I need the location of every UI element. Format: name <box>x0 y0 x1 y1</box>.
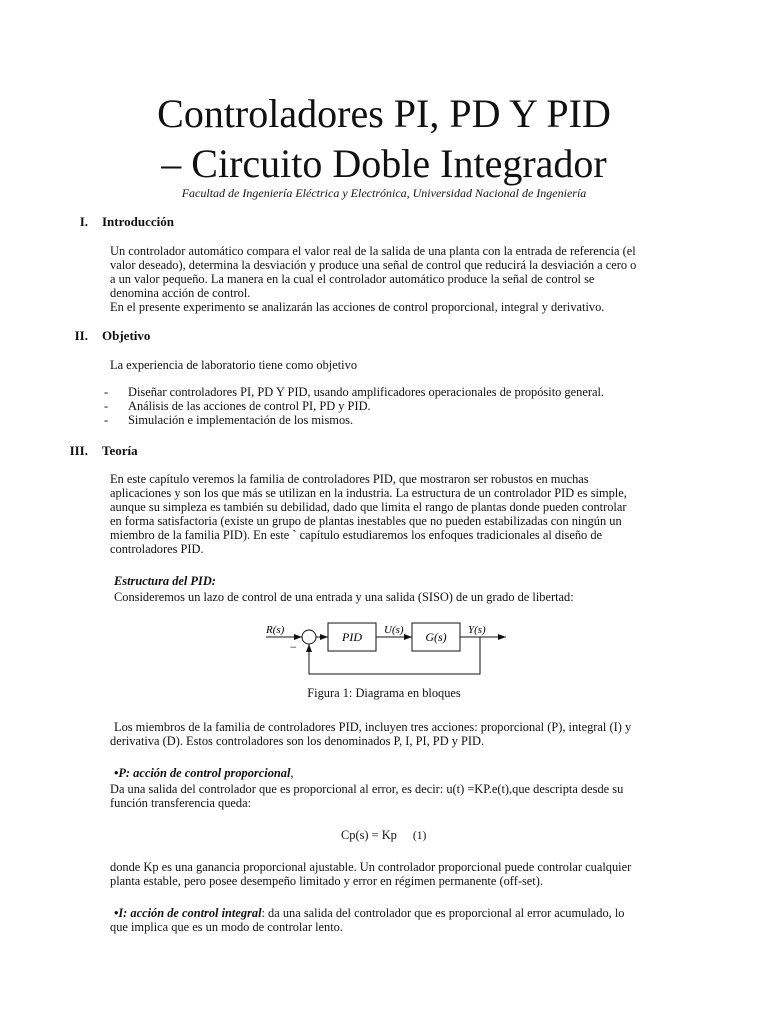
section-number: I. <box>79 214 88 229</box>
feedback-path <box>309 637 480 674</box>
equation-number: (1) <box>412 830 427 842</box>
p-action-paragraph <box>110 782 670 810</box>
section-heading-objetivo <box>48 328 150 344</box>
section-title: Teoría <box>102 443 138 458</box>
objetivo-intro: La experiencia de laboratorio tiene como objetivo <box>110 358 358 372</box>
list-item <box>104 399 674 413</box>
output-label: Y(s) <box>468 624 486 636</box>
heading-comma: , <box>290 766 294 780</box>
text-line: derivativa (D). Estos controladores son los denominados P, I, PI, PD y PID. <box>110 734 485 748</box>
text-line: que implica que es un modo de controlar lento. <box>110 920 343 934</box>
text-line: miembro de la familia PID). En este ` capítulo estudiaremos los enfoques tradicionales al diseño de <box>110 528 603 542</box>
estructura-heading: Estructura del PID: <box>114 574 216 588</box>
text-line: Los miembros de la familia de controladores PID, incluyen tres acciones: proporcional (P), integral (I) y <box>114 720 632 734</box>
text-line: aplicaciones y son los que más se utilizan en la industria. La estructura de un controlador PID es simple, <box>110 486 627 500</box>
equation-expression: Cp(s) = Kp <box>341 828 397 842</box>
text-line: En el presente experimento se analizarán las acciones de control proporcional, integral y derivativo. <box>110 300 605 314</box>
text-line: donde Kp es una ganancia proporcional ajustable. Un controlador proporcional puede controlar cualquier <box>110 860 632 874</box>
dash-bullet: - <box>104 385 109 399</box>
text-line: función transferencia queda: <box>110 796 252 810</box>
estructura-text: Consideremos un lazo de control de una entrada y una salida (SISO) de un grado de libertad: <box>114 590 574 604</box>
intro-paragraph <box>110 244 670 314</box>
dash-bullet: - <box>104 399 109 413</box>
text-line: planta estable, pero posee desempeño limitado y error en régimen permanente (off-set). <box>110 874 543 888</box>
list-item-text: Diseñar controladores PI, PD Y PID, usando amplificadores operacionales de propósito general. <box>128 385 604 399</box>
section-heading-teoria <box>48 443 138 459</box>
text-line: aunque su simpleza es también su debilidad, dado que limita el rango de plantas donde pueden controlar <box>110 500 627 514</box>
text-line: Un controlador automático compara el valor real de la salida de una planta con la entrada de referencia (el <box>110 244 636 258</box>
text-line: controladores PID. <box>110 542 204 556</box>
dash-bullet: - <box>104 413 109 427</box>
paper-title-line-1: Controladores PI, PD Y PID <box>157 91 611 136</box>
section-title: Introducción <box>102 214 174 229</box>
figure-caption: Figura 1: Diagrama en bloques <box>307 686 461 700</box>
text-line: En este capítulo veremos la familia de controladores PID, que mostraron ser robustos en muchas <box>110 472 589 486</box>
paper-title-line-2: – Circuito Doble Integrador <box>161 141 607 186</box>
text-line: a un valor pequeño. La manera en la cual el controlador automático produce la señal de control se <box>110 272 595 286</box>
text-line: denomina acción de control. <box>110 286 251 300</box>
i-action-text: : da una salida del controlador que es proporcional al error acumulado, lo <box>261 906 625 920</box>
i-action-paragraph <box>110 906 670 934</box>
list-item-text: Análisis de las acciones de control PI, PD y PID. <box>128 399 371 413</box>
list-item <box>104 385 674 399</box>
list-item-text: Simulación e implementación de los mismos. <box>128 413 354 427</box>
section-heading-intro <box>48 214 174 230</box>
input-label: R(s) <box>266 624 285 636</box>
list-item <box>104 413 674 427</box>
teoria-paragraph <box>110 472 670 556</box>
plant-block-label: G(s) <box>425 630 447 644</box>
p-action-heading-line <box>114 766 674 780</box>
summing-junction <box>302 630 316 644</box>
kp-paragraph <box>110 860 670 888</box>
equation-1 <box>341 828 426 843</box>
text-line: valor deseado), determina la desviación y produce una señal de control que reducirá la desviación a cero o <box>110 258 637 272</box>
section-number: III. <box>69 443 88 458</box>
i-action-heading: •I: acción de control integral <box>114 906 262 920</box>
members-paragraph <box>110 720 670 748</box>
section-number: II. <box>74 328 88 343</box>
text-line: Da una salida del controlador que es proporcional al error, es decir: u(t) =KP.e(t),que descripta desde su <box>110 782 624 796</box>
objetivo-list <box>104 385 674 427</box>
pid-block-label: PID <box>342 630 362 644</box>
control-signal-label: U(s) <box>384 624 404 636</box>
block-diagram <box>258 618 514 682</box>
minus-sign: − <box>290 640 297 654</box>
section-title: Objetivo <box>102 328 151 343</box>
text-line: en forma satisfactoria (existe un grupo de plantas inestables que no pueden estabilizadas con ningún un <box>110 514 622 528</box>
p-action-heading: •P: acción de control proporcional <box>114 766 291 780</box>
affiliation: Facultad de Ingeniería Eléctrica y Electrónica, Universidad Nacional de Ingeniería <box>181 186 587 200</box>
text-line <box>110 906 670 920</box>
